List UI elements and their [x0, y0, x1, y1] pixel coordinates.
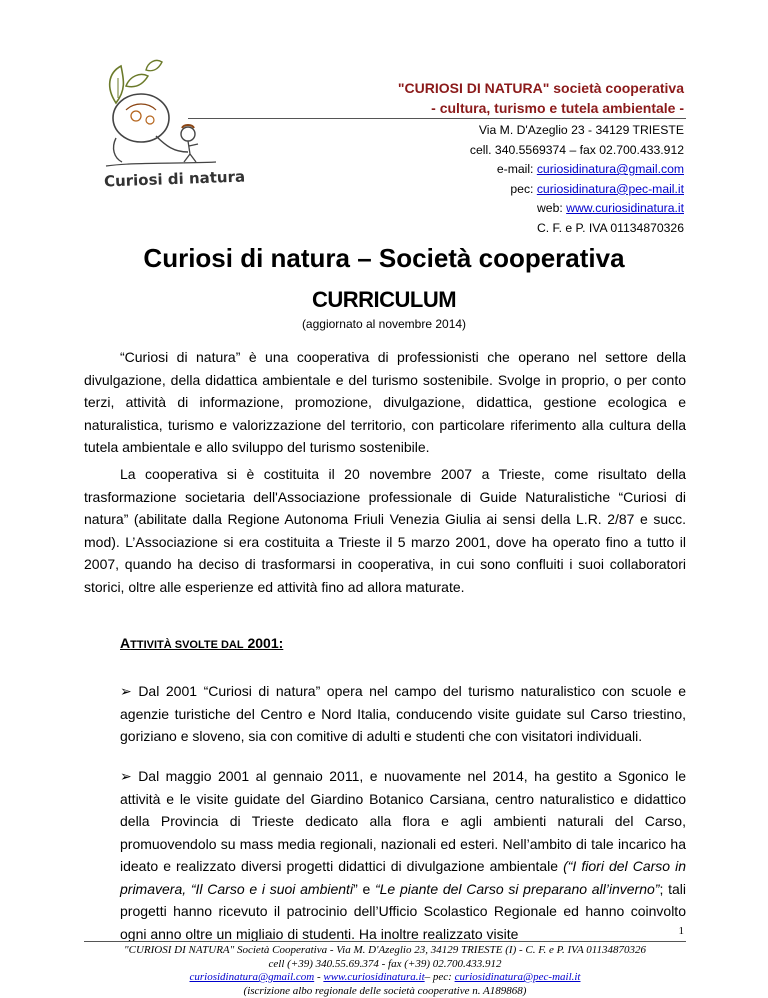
- pec-link[interactable]: curiosidinatura@pec-mail.it: [537, 182, 684, 196]
- footer-links: curiosidinatura@gmail.com - www.curiosidinatura.it– pec: curiosidinatura@pec-mail.it: [84, 971, 686, 985]
- history-paragraph: La cooperativa si è costituita il 20 novembre 2007 a Trieste, come risultato della trasformazione societaria dell'Associazione professionale di Guide Naturalistiche “Curiosi di natura” (abilitate dalla Regione Autonoma Friuli Venezia Giulia ai sensi della L.R. 2/87 e succ. mod). L’Associazione si era costituita a Trieste il 5 marzo 2001, dove ha operato fino a tutto il 2007, quando ha deciso di trasformarsi in cooperativa, in cui sono confluiti i suoi collaboratori storici, oltre alle esperienze ed attività fino ad allora maturate.: [84, 463, 686, 598]
- pec-line: pec: curiosidinatura@pec-mail.it: [470, 180, 684, 200]
- company-name: [398, 78, 684, 118]
- list-item: ➢ Dal maggio 2001 al gennaio 2011, e nuovamente nel 2014, ha gestito a Sgonico le attività e le visite guidate del Giardino Botanico Carsiana, centro naturalistico e didattico della Provincia di Trieste dedicato alla flora e agli ambienti naturali del Carso, promuovendolo su mass media regionali, nazionali ed esteri. Nell’ambito di tale incarico ha ideato e realizzato diversi progetti didattici di divulgazione ambientale (“I fiori del Carso in primavera, “Il Carso e i suoi ambienti” e “Le piante del Carso si preparano all’inverno”; tali progetti hanno ricevuto il patrocinio dell’Ufficio Scolastico Regionale ed hanno coinvolto ogni anno oltre un migliaio di studenti. Ha inoltre realizzato visite: [120, 765, 686, 945]
- footer-pec-link[interactable]: curiosidinatura@pec-mail.it: [455, 971, 581, 983]
- phone: cell. 340.5569374 – fax 02.700.433.912: [470, 141, 684, 161]
- footer-line1: "CURIOSI DI NATURA" Società Cooperativa - Via M. D'Azeglio 23, 34129 TRIESTE (I) - C. F. e P. IVA 01134870326: [84, 944, 686, 958]
- footer-email-link[interactable]: curiosidinatura@gmail.com: [190, 971, 315, 983]
- arrowhead-bullet-icon: ➢: [120, 683, 138, 699]
- footer-web-link[interactable]: www.curiosidinatura.it: [323, 971, 424, 983]
- arrowhead-bullet-icon: ➢: [120, 768, 138, 784]
- document-title: Curiosi di natura – Società cooperativa: [0, 243, 768, 274]
- company-tagline: - cultura, turismo e tutela ambientale -: [398, 98, 684, 118]
- company-name-line1: "CURIOSI DI NATURA" società cooperativa: [398, 78, 684, 98]
- logo-text: Curiosi di natura: [104, 168, 246, 191]
- document-subtitle: CURRICULUM: [0, 287, 768, 313]
- email-link[interactable]: curiosidinatura@gmail.com: [537, 162, 684, 176]
- update-note: (aggiornato al novembre 2014): [0, 317, 768, 331]
- intro-paragraph: “Curiosi di natura” è una cooperativa di professionisti che operano nel settore della divulgazione, della didattica ambientale e del turismo sostenibile. Svolge in proprio, o per conto terzi, attività di informazione, promozione, divulgazione, didattica, gestione ecologica e naturalistica, turismo e valorizzazione del territorio, con particolare riferimento alla cultura della tutela ambientale e allo sviluppo del turismo sostenibile.: [84, 346, 686, 459]
- footer-divider: [84, 941, 686, 942]
- contact-block: [470, 121, 684, 238]
- footer-registry: (iscrizione albo regionale delle società cooperative n. A189868): [84, 985, 686, 998]
- page-number: 1: [679, 925, 685, 937]
- vat-number: C. F. e P. IVA 01134870326: [470, 219, 684, 239]
- web-link[interactable]: www.curiosidinatura.it: [566, 201, 684, 215]
- email-line: e-mail: curiosidinatura@gmail.com: [470, 160, 684, 180]
- header-divider: [188, 118, 686, 119]
- web-line: web: www.curiosidinatura.it: [470, 199, 684, 219]
- section-heading: ATTIVITÀ SVOLTE DAL 2001:: [120, 635, 283, 651]
- footer: [84, 944, 686, 998]
- list-item: ➢ Dal 2001 “Curiosi di natura” opera nel campo del turismo naturalistico con scuole e agenzie turistiche del Centro e Nord Italia, conducendo visite guidate sul Carso triestino, goriziano e sloveno, sia con comitive di adulti e studenti che con visitatori individuali.: [120, 680, 686, 748]
- footer-line2: cell (+39) 340.55.69.374 - fax (+39) 02.700.433.912: [84, 958, 686, 972]
- address: Via M. D'Azeglio 23 - 34129 TRIESTE: [470, 121, 684, 141]
